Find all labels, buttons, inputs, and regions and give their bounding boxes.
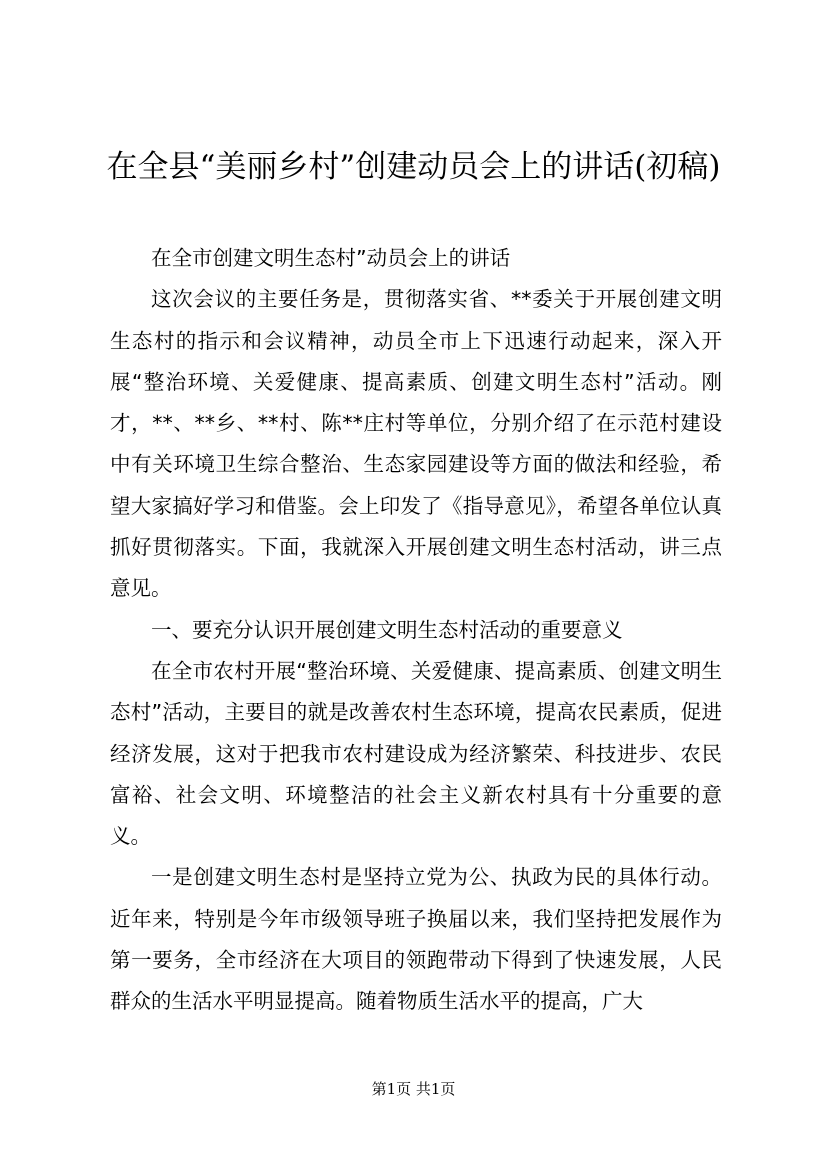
paragraph-subtitle: 在全市创建文明生态村”动员会上的讲话 [151,246,511,270]
paragraph-intro: 这次会议的主要任务是，贯彻落实省、**委关于开展创建文明生态村的指示和会议精神，动员全市上下迅速行动起来，深入开展“整治环境、关爱健康、提高素质、创建文明生态村”活动。刚才，**、**乡、**村、陈**庄村等单位，分别介绍了在示范村建设中有关环境卫生综合整治、生态家园建设等方面的做法和经验，希望大家搞好学习和借鉴。会上印发了《指导意见》，希望各单位认真抓好贯彻落实。下面，我就深入开展创建文明生态村活动，讲三点意见。 [110,287,722,601]
paragraph-point-1: 一是创建文明生态村是坚持立党为公、执政为民的具体行动。近年来，特别是今年市级领导班子换届以来，我们坚持把发展作为第一要务，全市经济在大项目的领跑带动下得到了快速发展，人民群众的生活水平明显提高。随着物质生活水平的提高，广大 [110,865,722,1014]
page-footer [0,1079,827,1099]
paragraph-section-1: 在全市农村开展“整治环境、关爱健康、提高素质、创建文明生态村”活动，主要目的就是改善农村生态环境，提高农民素质，促进经济发展，这对于把我市农村建设成为经济繁荣、科技进步、农民富裕、社会文明、环境整洁的社会主义新农村具有十分重要的意义。 [110,658,722,849]
page-number-label: 第1页 共1页 [371,1080,456,1098]
document-body [110,238,722,1023]
document-title: 在全县“美丽乡村”创建动员会上的讲话(初稿) [106,149,721,185]
section-heading-1: 一、要充分认识开展创建文明生态村活动的重要意义 [151,617,623,642]
